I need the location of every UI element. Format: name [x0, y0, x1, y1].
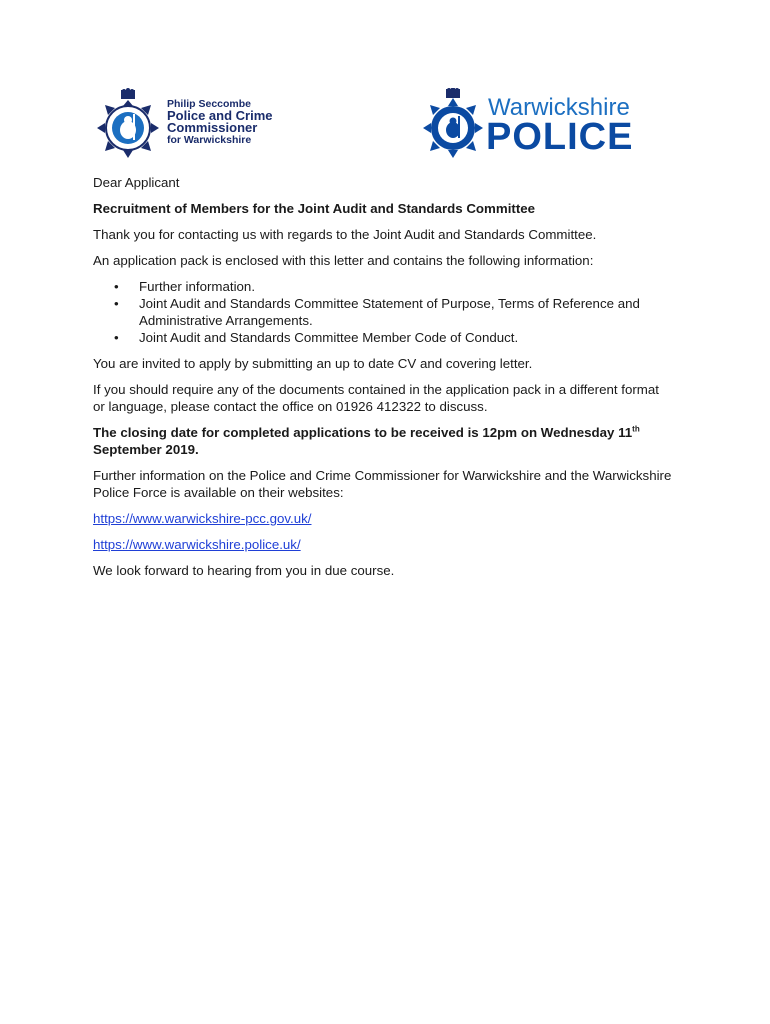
sign-off: We look forward to hearing from you in due course.	[93, 563, 395, 578]
pcc-title-line1: Police and Crime	[167, 108, 273, 123]
pcc-title-line2: Commissioner	[167, 120, 258, 135]
pcc-badge-icon	[95, 88, 161, 160]
warwickshire-police-logo	[422, 88, 652, 162]
closing-date	[93, 424, 673, 458]
closing-date-end: September 2019.	[93, 442, 199, 457]
logo-police-wordmark: POLICE	[486, 116, 634, 158]
pcc-logo	[95, 88, 295, 162]
pack-contents-list	[93, 278, 673, 346]
link-row-police	[93, 536, 673, 553]
paragraph-pack-intro: An application pack is enclosed with this letter and contains the following information:	[93, 253, 594, 268]
paragraph-websites: Further information on the Police and Crime Commissioner for Warwickshire and the Warwickshire Police Force is available on their websites:	[93, 468, 672, 500]
letter-body	[93, 174, 673, 588]
list-item: • Joint Audit and Standards Committee Statement of Purpose, Terms of Reference and Administrative Arrangements.	[139, 295, 673, 329]
pcc-name: Philip Seccombe	[167, 98, 252, 110]
pcc-website-link[interactable]: https://www.warwickshire-pcc.gov.uk/	[93, 511, 312, 526]
list-item: • Joint Audit and Standards Committee Member Code of Conduct.	[139, 329, 673, 346]
closing-date-text: The closing date for completed applications to be received is 12pm on Wednesday 11	[93, 425, 633, 440]
pcc-area: for Warwickshire	[167, 134, 252, 146]
police-website-link[interactable]: https://www.warwickshire.police.uk/	[93, 537, 301, 552]
pcc-logo-text	[167, 98, 272, 146]
logo-county-name: Warwickshire	[488, 94, 630, 121]
list-item: • Further information.	[139, 278, 673, 295]
closing-date-ordinal: th	[632, 424, 640, 434]
police-star-icon	[422, 88, 484, 160]
letter-subject: Recruitment of Members for the Joint Audit and Standards Committee	[93, 201, 536, 216]
paragraph-apply: You are invited to apply by submitting an up to date CV and covering letter.	[93, 356, 533, 371]
paragraph-thanks: Thank you for contacting us with regards to the Joint Audit and Standards Committee.	[93, 227, 597, 242]
paragraph-formats: If you should require any of the documents contained in the application pack in a different format or language, please contact the office on 01926 412322 to discuss.	[93, 382, 659, 414]
salutation: Dear Applicant	[93, 175, 180, 190]
link-row-pcc	[93, 510, 673, 527]
